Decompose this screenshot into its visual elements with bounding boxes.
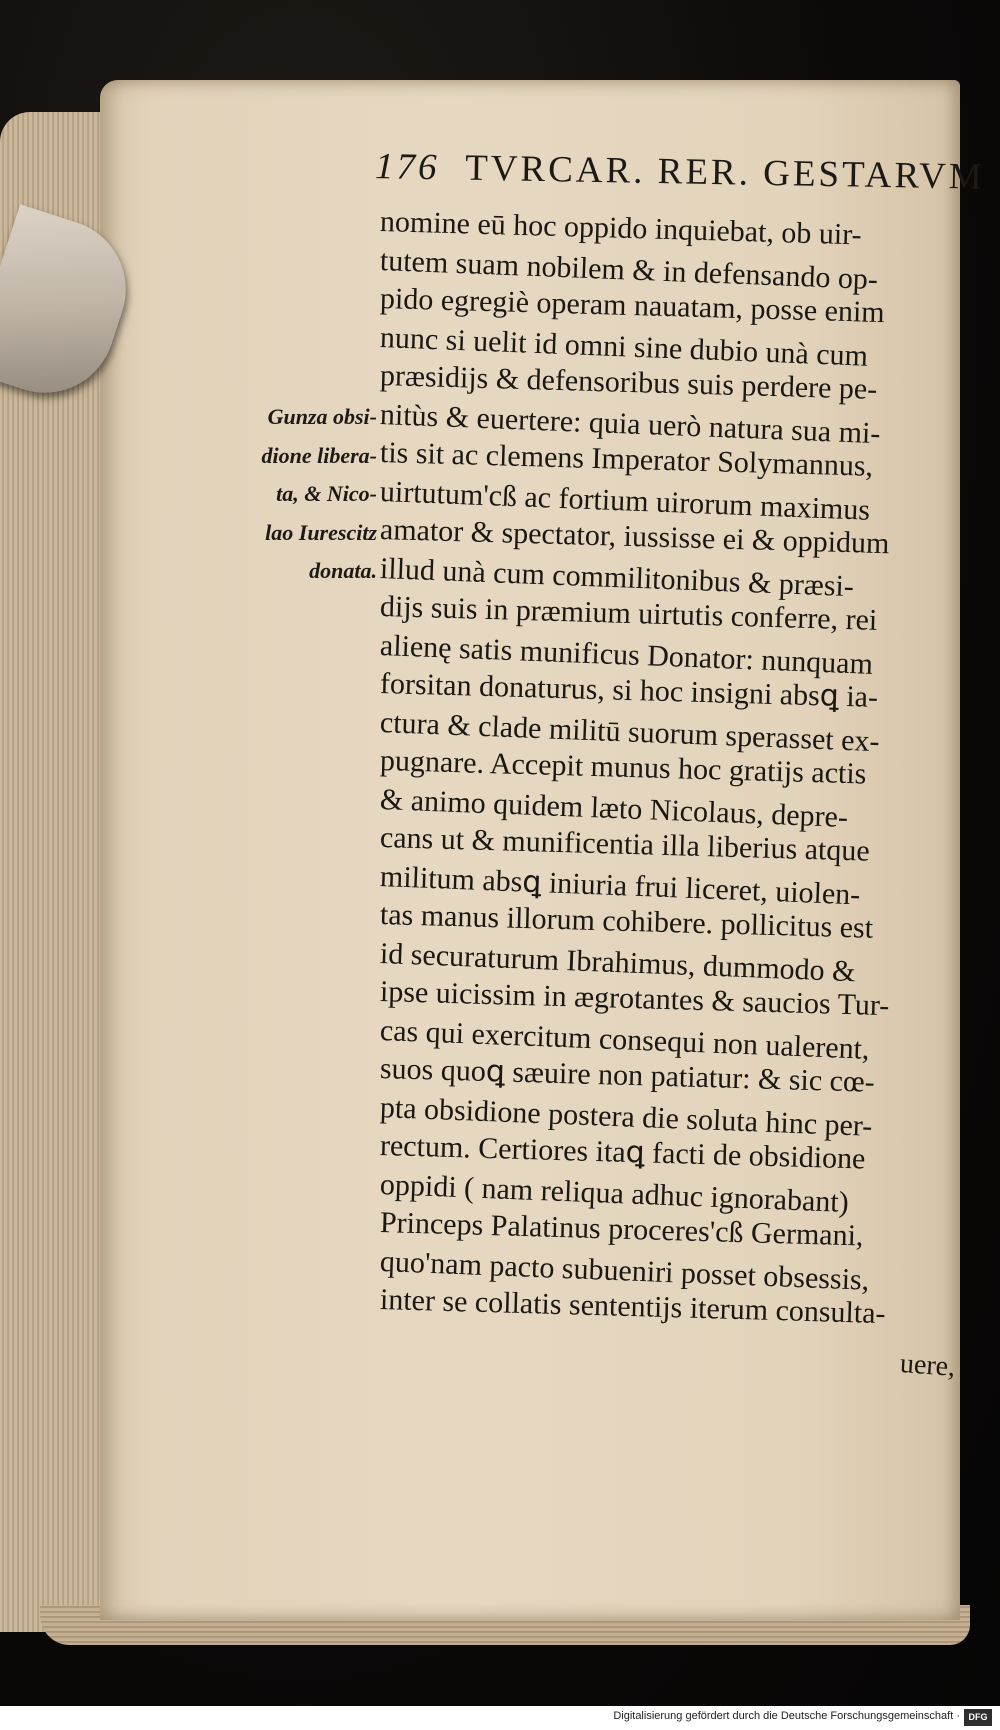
text-line: tutem suam nobilem & in defensando op- xyxy=(379,243,879,296)
text-line: id securaturum Ibrahimus, dummodo & xyxy=(379,936,857,988)
catchword: uere, xyxy=(899,1348,957,1383)
marginal-note xyxy=(237,398,377,591)
dfg-logo-icon: DFG xyxy=(964,1709,992,1726)
text-line: inter se collatis sententijs iterum consulta- xyxy=(379,1283,887,1331)
text-line: amator & spectator, iussisse ei & oppidum xyxy=(379,513,890,561)
text-line: dijs suis in præmium uirtutis conferre, rei xyxy=(379,590,878,637)
text-line: nomine eū hoc oppido inquiebat, ob uir- xyxy=(379,205,863,252)
text-line: Princeps Palatinus proceres'cß Germani, xyxy=(379,1206,864,1253)
marginal-note-line: donata. xyxy=(309,558,377,583)
text-line: tis sit ac clemens Imperator Solymannus, xyxy=(379,436,874,483)
text-line: ctura & clade militū suorum sperasset ex- xyxy=(379,705,881,758)
text-line: pta obsidione postera die soluta hinc per- xyxy=(379,1090,873,1143)
text-line: alienę satis munificus Donator: nunquam xyxy=(379,628,874,681)
text-line: præsidijs & defensoribus suis perdere pe- xyxy=(379,359,878,406)
text-line: pido egregiè operam nauatam, posse enim xyxy=(379,282,886,330)
running-head xyxy=(374,145,986,205)
marginal-note-line: lao Iurescitz xyxy=(265,519,377,545)
text-line: militum absꝗ iniuria frui liceret, uiolen- xyxy=(379,859,861,911)
text-line: oppidi ( nam reliqua adhuc ignorabant) xyxy=(379,1167,850,1219)
running-title: TVRCAR. RER. GESTARVM xyxy=(464,147,986,198)
text-line: quo'nam pacto subueniri posset obsessis, xyxy=(379,1244,870,1297)
marginal-note-line: Gunza obsi- xyxy=(267,404,377,429)
text-line: illud unà cum commilitonibus & præsi- xyxy=(379,551,855,603)
text-line: nunc si uelit id omni sine dubio unà cum xyxy=(379,320,869,373)
text-line: rectum. Certiores itaꝗ facti de obsidione xyxy=(379,1129,866,1176)
text-line: & animo quidem læto Nicolaus, depre- xyxy=(379,782,849,834)
marginal-note-line: ta, & Nico- xyxy=(276,481,377,506)
text-line: ipse uicissim in ægrotantes & saucios Tur- xyxy=(379,975,890,1023)
body-text xyxy=(379,203,980,1331)
text-line: pugnare. Accepit munus hoc gratijs actis xyxy=(379,744,867,791)
text-line: cas qui exercitum consequi non ualerent, xyxy=(379,1013,871,1066)
text-line: tas manus illorum cohibere. pollicitus est xyxy=(379,898,874,945)
text-line: uirtutum'cß ac fortium uirorum maximus xyxy=(379,474,871,527)
text-line: forsitan donaturus, si hoc insigni absꝗ ia- xyxy=(379,667,879,714)
text-line: suos quoꝗ sæuire non patiatur: & sic cœ- xyxy=(379,1052,876,1099)
marginal-note-line: dione libera- xyxy=(261,442,377,468)
text-line: cans ut & munificentia illa liberius atque xyxy=(379,821,871,868)
text-line: nitùs & euertere: quia uerò natura sua mi- xyxy=(379,397,881,450)
footer-credit: Digitalisierung gefördert durch die Deutsche Forschungsgemeinschaft · xyxy=(613,1710,960,1722)
page-number: 176 xyxy=(374,146,440,189)
digitization-footer xyxy=(0,1706,1000,1730)
